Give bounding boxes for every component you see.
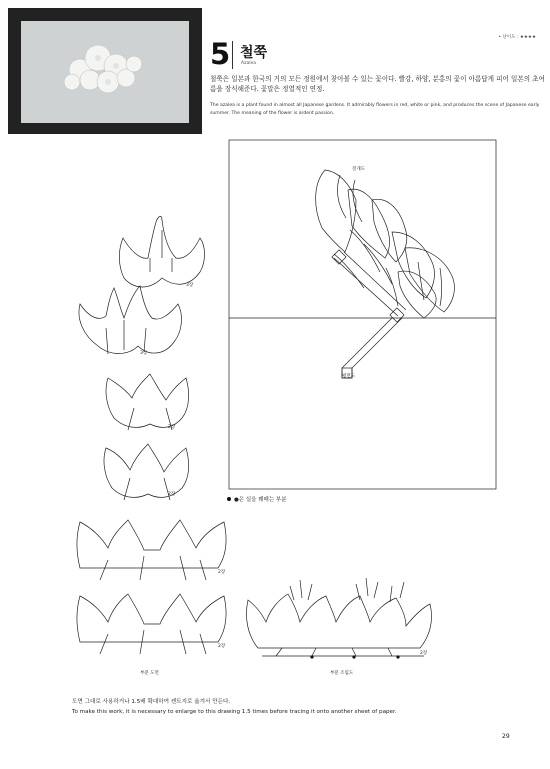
footer-note-korean: 도면 그대로 사용하거나 1.5배 확대하여 켄트지로 옮겨서 만든다. <box>72 699 231 705</box>
petal-part-d <box>104 444 189 500</box>
chapter-number: 5 <box>210 37 231 71</box>
count-label-d: 2장 <box>168 492 176 497</box>
title-english: Azalea <box>241 61 256 66</box>
footer-note-english: To make this work, it is necessary to enlarge to this drawing 1.5 times before tracing it onto another sheet of paper. <box>72 709 397 715</box>
partial-assembly <box>246 578 431 656</box>
petal-part-f <box>77 594 226 654</box>
label-plan-view: 평면도 <box>342 374 356 379</box>
card-outline <box>229 140 496 489</box>
difficulty-rating: • 난이도 : ★★★★ <box>498 35 536 40</box>
description-english: The azalea is a plant found in almost all Japanese gardens. It admirably flowers in red, white or pink, and produces the scene of Japanese early summer. The meaning of the flower is ardent passion. <box>210 103 540 116</box>
title-korean: 철쭉 <box>240 45 268 61</box>
count-label-g: 2장 <box>420 651 428 656</box>
count-label-e: 2장 <box>218 570 226 575</box>
description-korean: 철쭉은 일본과 한국의 거의 모든 정원에서 찾아볼 수 있는 꽃이다. 빨강, 하양, 분홍의 꽃이 아름답게 피어 일본의 초여름을 장식해준다. 꽃말은 정열적인 연정. <box>210 75 545 93</box>
petal-part-b <box>79 286 182 354</box>
petal-part-e <box>77 520 226 580</box>
page-number: 29 <box>502 733 510 740</box>
count-label-a: 3장 <box>186 283 194 288</box>
caption-parts-drawing: 부분 도면 <box>140 671 159 676</box>
label-unfolded-view: 전개도 <box>352 167 366 172</box>
plan-view-strip <box>342 318 402 378</box>
caption-parts-assembly: 부분 조립도 <box>330 671 354 676</box>
stitch-legend: ●은 실을 꿰매는 부분 <box>234 497 287 503</box>
petal-part-c <box>106 374 189 430</box>
count-label-c: 2장 <box>168 425 176 430</box>
stitch-dots <box>227 497 400 659</box>
count-label-b: 3장 <box>140 351 148 356</box>
petal-part-a <box>119 216 204 287</box>
unfolded-flower-cluster <box>316 170 455 322</box>
count-label-f: 2장 <box>218 644 226 649</box>
